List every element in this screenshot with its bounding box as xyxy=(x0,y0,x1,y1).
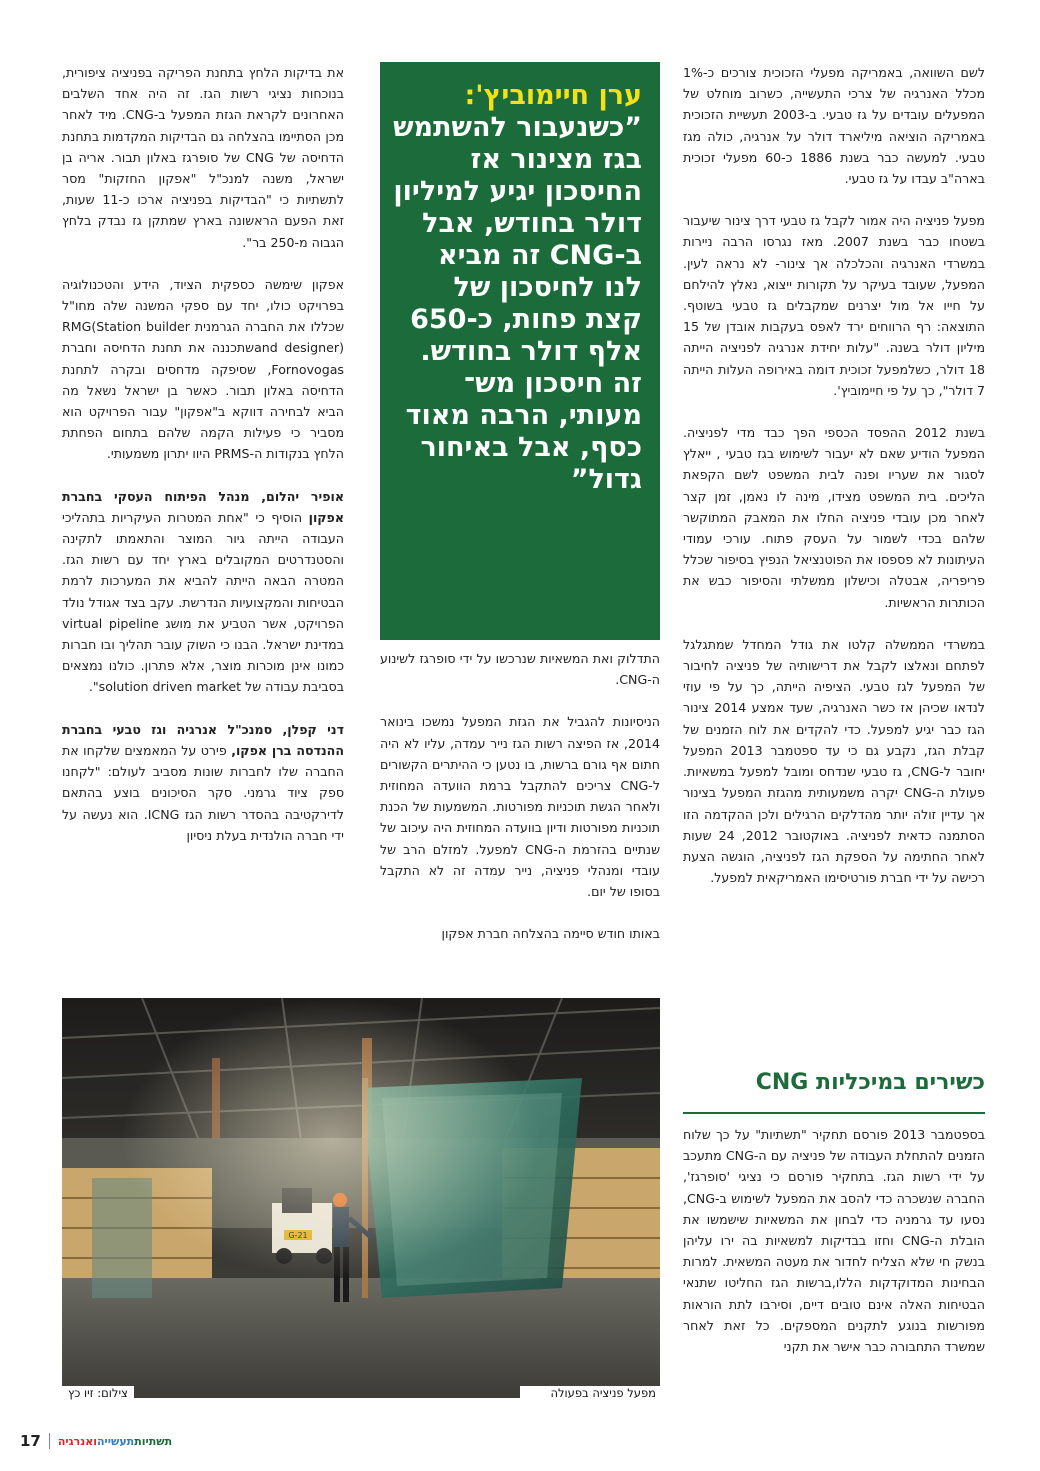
paragraph: הניסיונות להגביל את הגזת המפעל נמשכו בינואר 2014, אז הפיצה רשות הגז נייר עמדה, עליו לא היה חתום אף גורם ברשות, בו נטען כי ההיתרים הקשורים ל-CNG צריכים להתקבל ברמת הוועדה המחוזית ולאחר הגשת תוכניות מפורטות. המשמעות של הכנת תוכניות מפורטות ודיון בוועדה המחוזית היה עיכוב של שנתיים בהזרמת ה-CNG למפעל. למזלם הרב של עובדי ומנהלי פניציה, נייר עמדה זה לא התקבל בסופו של יום. xyxy=(380,714,660,900)
article-column-left xyxy=(62,62,344,867)
paragraph: בשנת 2012 ההפסד הכספי הפך כבד מדי לפניציה. המפעל הודיע שאם לא יעבור לשימוש בגז טבעי , ייאלץ לסגור את שעריו ופנה לבית המשפט לשם הקפאת הליכים. בית המשפט מצידו, מינה לו נאמן, זמן קצר לאחר מכן עובדי פניציה החלו את המאבק המתוקשר שלהם בכדי לשמור על העסק פתוח. עורכי עמודי העיתונות לא פספסו את הפוטנציאל הנפיץ בסיפור שכלל פריפריה, אבטלה וכישלון ממשלתי והסיפור כבש את הכותרות הראשיות. xyxy=(683,425,985,610)
article-column-section xyxy=(683,1124,985,1378)
heading-divider xyxy=(683,1112,985,1114)
factory-photo xyxy=(62,998,660,1398)
brand-word-1: תשתיות xyxy=(134,1434,173,1448)
photo-credit: צילום: זיו כץ xyxy=(62,1386,134,1400)
footer-divider xyxy=(49,1433,50,1449)
pull-quote-speaker: ערן חיימוביץ': xyxy=(464,80,642,111)
paragraph: אפקון שימשה כספקית הציוד, הידע והטכנולוגיה בפרויקט כולו, יחד עם ספקי המשנה שלה מחו"ל שכללו את החברה הגרמנית RMG(Station builder and designer)שתכננה את תחנת הדחיסה וחברת Fornovogas, שסיפקה מדחסים ובקרה לתחנת הדחיסה באלון תבור. כאשר בן ישראל נשאל מה הביא לבחירה דווקא ב"אפקון" עבור הפרויקט הוא מסביר כי פעילות הקמה שלהם בתחום הפחתת הלחץ בנקודות ה-PRMS היוו יתרון משמעותי. xyxy=(62,276,344,462)
paragraph: באותו חודש סיימה בהצלחה חברת אפקון xyxy=(441,926,660,942)
paragraph: לשם השוואה, באמריקה מפעלי הזכוכית צורכים כ-1% מכלל האנרגיה של צרכי התעשייה, כשרוב מוחלט של המפעלים עובדים על גז טבעי. ב-2003 תעשיית הזכוכית באמריקה הוציאה מיליארד דולר על אנרגיה, כולה מגז טבעי. למעשה כבר בשנת 1886 כ-60 מפעלי זכוכית בארה"ב עבדו על גז טבעי. xyxy=(683,65,985,187)
paragraph: התדלוק ואת המשאיות שנרכשו על ידי סופרגז לשינוע ה-CNG. xyxy=(380,651,660,688)
pull-quote xyxy=(380,62,660,640)
magazine-brand xyxy=(58,1435,172,1448)
paragraph: את בדיקות הלחץ בתחנת הפריקה בפניציה ציפורית, בנוכחות נציגי רשות הגז. זה היה אחד השלבים האחרונים לקראת הגזת המפעל ב-CNG. מיד לאחר מכן הסתיימו בהצלחה גם הבדיקות המקדמות בתחנת הדחיסה של CNG של סופרגז באלון תבור. אריה בן ישראל, משנה למנכ"ל "אפקון החזקות" מסר לתשתיות כי "הבדיקות בפניציה ארכו כ-11 שעות, זאת הפעם הראשונה בארץ שמתקן גז נבדק בלחץ הגבוה מ-250 בר". xyxy=(62,65,344,250)
speaker-name: דני קפלן, סמנכ"ל אנרגיה וגז טבעי בחברת ההנדסה ברן אפקו, xyxy=(62,721,344,758)
page-number: 17 xyxy=(20,1432,41,1450)
speaker-name: אופיר יהלום, מנהל הפיתוח העסקי בחברת אפקון xyxy=(62,488,344,525)
article-column-right xyxy=(683,62,985,909)
section-heading: כשירים במיכליות CNG xyxy=(755,1070,985,1095)
paragraph: במשרדי הממשלה קלטו את גודל המחדל שמתגלגל לפתחם ונאלצו לקבל את דרישותיה של פניציה לחיבור של המפעל לגז טבעי. הציפיה הייתה, כך על פי עוזי לנדאו שכיהן אז כשר האנרגיה, שעד אמצע 2014 צינור הגז כבר יגיע למפעל. כדי להקדים את לוח הזמנים של קבלת הגז, נקבע גם כי עד ספטמבר 2013 המפעל יחובר ל-CNG, גז טבעי שנדחס ומובל למפעל במשאיות. פעולת ה-CNG יקרה משמעותית מהגזת המפעל בצינור אך עדיין זולה יותר מהדלקים הרגילים ולכן ההקדמה הזו הסתמנה כדאית לפניציה. באוקטובר 2012, 24 שעות לאחר החתימה על הספקת הגז לפניציה, הוגשה הצעת רכישה על ידי חברת פורטיסימו האמריקאית למפעל. xyxy=(683,636,986,886)
paragraph xyxy=(62,719,344,846)
brand-word-3: ואנרגיה xyxy=(57,1434,97,1448)
page-footer xyxy=(20,1432,172,1450)
article-column-middle xyxy=(380,648,660,965)
paragraph: מפעל פניציה היה אמור לקבל גז טבעי דרך צינור שיעבור בשטחו כבר בשנת 2007. מאז נגרסו הרבה ניירות במשרדי האנרגיה והכלכלה אך צינור- לא נראה לעין. המפעל, שעובד בעיקר על תקורות ייצוא, נאלץ להילחם על חייו אל מול יצרנים שמקבלים גז טבעי בשוטף. התוצאה: רף הרווחים ירד לאפס בעקבות אובדן של 15 מיליון דולר בשנה. "עלות יחידת אנרגיה לפניציה הייתה 18 דולר, כשלמפעל זכוכית דומה באירופה העלות הייתה 7 דולר", כך על פי חיימוביץ'. xyxy=(683,213,985,398)
paragraph: בספטמבר 2013 פורסם תחקיר "תשתיות" על כך שלוח הזמנים להתחלת העבודה של פניציה עם ה-CNG מתעכב על ידי רשות הגז. בתחקיר פורסם כי נציגי 'סופרגז', החברה שנשכרה כדי להסב את המפעל לשימוש ב-CNG, נסעו עד גרמניה כדי לבחון את המשאיות שישמשו את הובלת ה-CNG וחזו בבדיקות למשאיות בה ירו עליהן בנשק חי שלא הצליח לחדור את מעטה המשאית. למרות הבחינות המדוקדקות הללו,ברשות הגז החליטו שתנאי הבטיחות האלה אינם טובים דיים, וסירבו לתת הוראות מפורשות בנוגע לתקנים המספקים. כל זאת לאחר שמשרד התחבורה כבר אישר את תקני xyxy=(683,1127,986,1355)
paragraph-text: הוסיף כי "אחת המטרות העיקריות בתהליכי העבודה הייתה גיור המוצר והתאמתו לתקינה והסטנדרטים המקובלים בארץ יחד עם רשות הגז. המטרה הבאה הייתה להביא את המערכות לרמת הבטיחות והמקצועיות הנדרשת. עקב בצד אגודל נולד הפרויקט, אשר הטביע את מושג virtual pipeline במדינת ישראל. הבנו כי השוק עובר תהליך ובו חברות כמונו אינן מוכרות מוצר, אלא פתרון. כולנו נמצאים בסביבת עבודה של solution driven market". xyxy=(62,509,345,695)
paragraph xyxy=(62,486,344,698)
photo-caption: מפעל פניציה בפעולה xyxy=(520,1386,660,1400)
pull-quote-text: ”כשנעבור להשתמש בגז מצינור אז החיסכון יגיע למיליון דולר בחודש, אבל ב-CNG זה מביא לנו לחיסכון של קצת פחות, כ-650 אלף דולר בחודש. זה חיסכון מש־ מעותי, הרבה מאוד כסף, אבל באיחור גדול” xyxy=(393,112,642,495)
factory-photo-illustration xyxy=(62,998,660,1398)
brand-word-2: תעשייה xyxy=(96,1434,135,1448)
paragraph-text: פירט על המאמצים שלקחו את החברה שלו לחברות שונות מסביב לעולם: "לקחנו ספק ציוד גרמני. סקר הסיכונים בוצע בהתאם לדירקטיבה בהסדר רשות הגז ICNG. הוא נעשה על ידי חברה הולנדית בעלת ניסיון xyxy=(62,742,344,843)
